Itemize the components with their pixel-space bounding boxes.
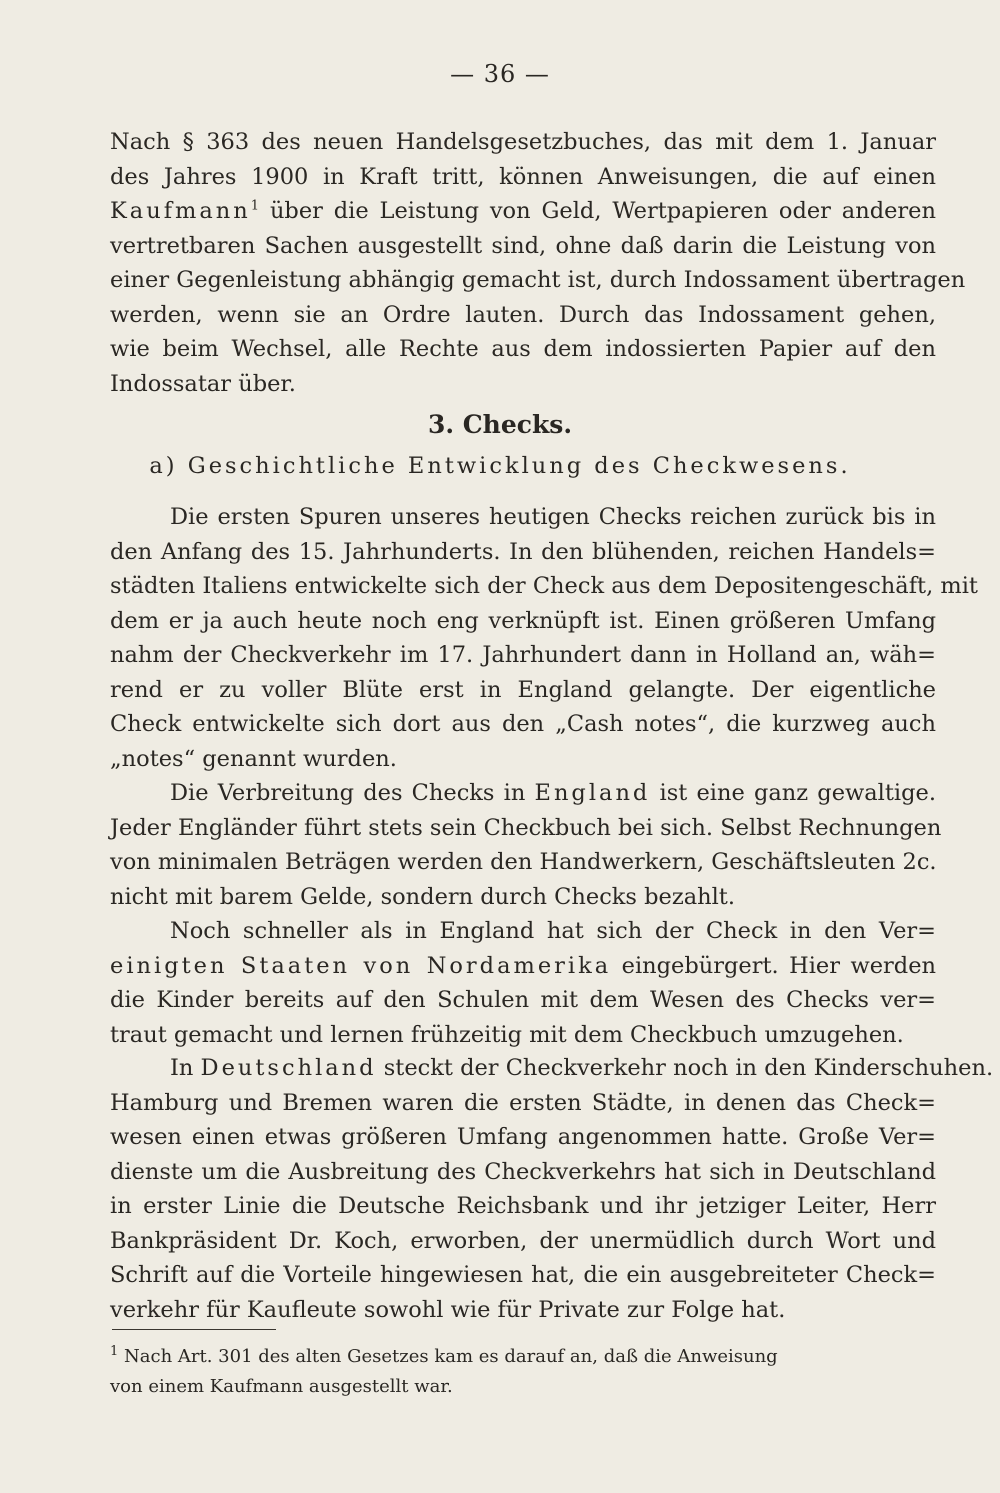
paragraph-5 — [110, 1051, 994, 1327]
emphasized-word: Kaufmann — [110, 198, 251, 224]
text-line: Die ersten Spuren unseres heutigen Checks reichen zurück bis in — [170, 504, 936, 530]
text-line: einer Gegenleistung abhängig gemacht ist, durch Indossament übertragen — [110, 267, 966, 293]
text-fragment: Die Verbreitung des Checks in — [170, 780, 526, 806]
text-fragment: über die Leistung von Geld, Wertpapieren oder anderen — [269, 198, 936, 224]
text-line: dienste um die Ausbreitung des Checkverkehrs hat sich in Deutschland — [110, 1158, 936, 1185]
text-line: Check entwickelte sich dort aus den „Cash notes“, die kurzweg auch — [110, 711, 936, 737]
text-line: verkehr für Kaufleute sowohl wie für Private zur Folge hat. — [110, 1296, 786, 1323]
text-fragment: steckt der Checkverkehr noch in den Kinderschuhen. — [383, 1055, 994, 1081]
text-line: werden, wenn sie an Ordre lauten. Durch das Indossament gehen, — [110, 301, 936, 328]
text-line: traut gemacht und lernen frühzeitig mit dem Checkbuch umzugehen. — [110, 1021, 904, 1048]
text-line — [110, 949, 936, 984]
footnote-line: von einem Kaufmann ausgestellt war. — [110, 1376, 453, 1397]
text-line — [110, 1051, 994, 1086]
paragraph-4 — [110, 914, 936, 1052]
text-line: des Jahres 1900 in Kraft tritt, können Anweisungen, die auf einen — [110, 163, 936, 190]
text-line: Indossatar über. — [110, 370, 296, 397]
text-line: Noch schneller als in England hat sich der Check in den Ver= — [170, 918, 936, 944]
emphasized-word: einigten Staaten von Nordamerika — [110, 952, 612, 979]
text-line: wesen einen etwas größeren Umfang angenommen hatte. Große Ver= — [110, 1124, 936, 1150]
text-fragment: ist eine ganz gewaltige. — [659, 780, 936, 806]
text-line: Jeder Engländer führt stets sein Checkbuch bei sich. Selbst Rechnungen — [110, 814, 942, 841]
section-title: 3. Checks. — [427, 410, 573, 439]
text-line: vertretbaren Sachen ausgestellt sind, ohne daß darin die Leistung von — [110, 232, 936, 259]
text-line: in erster Linie die Deutsche Reichsbank und ihr jetziger Leiter, Herr — [110, 1193, 936, 1219]
text-line: die Kinder bereits auf den Schulen mit dem Wesen des Checks ver= — [110, 987, 936, 1013]
text-line: Bankpräsident Dr. Koch, erworben, der unermüdlich durch Wort und — [110, 1227, 936, 1254]
footnote-marker: 1 — [250, 198, 260, 214]
footnote-divider — [112, 1329, 276, 1330]
text-line: den Anfang des 15. Jahrhunderts. In den blühenden, reichen Handels= — [110, 538, 936, 565]
text-fragment: In — [170, 1055, 194, 1081]
text-line: Schrift auf die Vorteile hingewiesen hat, die ein ausgebreiteter Check= — [110, 1262, 936, 1288]
text-line: „notes“ genannt wurden. — [110, 745, 397, 772]
text-line — [110, 194, 936, 229]
footnote-line — [110, 1342, 936, 1372]
subsection-title: a) Geschichtliche Entwicklung des Checkwesens. — [149, 453, 851, 479]
paragraph-1 — [110, 125, 966, 401]
text-fragment: eingebürgert. Hier werden — [621, 952, 937, 979]
page-number: — 36 — — [450, 60, 550, 88]
text-line: nicht mit barem Gelde, sondern durch Checks bezahlt. — [110, 883, 736, 910]
text-line: städten Italiens entwickelte sich der Check aus dem Depositengeschäft, mit — [110, 573, 978, 599]
footnote-marker: 1 — [110, 1344, 119, 1359]
text-line: Hamburg und Bremen waren die ersten Städte, in denen das Check= — [110, 1089, 936, 1116]
text-fragment: Nach Art. 301 des alten Gesetzes kam es darauf an, daß die Anweisung — [124, 1346, 778, 1367]
text-line: dem er ja auch heute noch eng verknüpft ist. Einen größeren Umfang — [110, 607, 936, 634]
paragraph-2 — [110, 500, 978, 776]
footnote — [110, 1342, 936, 1402]
text-line: rend er zu voller Blüte erst in England gelangte. Der eigentliche — [110, 676, 936, 703]
emphasized-word: Deutschland — [200, 1055, 377, 1081]
text-line: Nach § 363 des neuen Handelsgesetzbuches, das mit dem 1. Januar — [110, 129, 936, 155]
text-line: von minimalen Beträgen werden den Handwerkern, Geschäftsleuten 2c. — [110, 849, 937, 875]
emphasized-word: England — [534, 780, 651, 806]
text-line: nahm der Checkverkehr im 17. Jahrhundert dann in Holland an, wäh= — [110, 642, 936, 668]
paragraph-3 — [110, 776, 942, 914]
text-line: wie beim Wechsel, alle Rechte aus dem indossierten Papier auf den — [110, 336, 936, 362]
text-line — [110, 776, 936, 811]
